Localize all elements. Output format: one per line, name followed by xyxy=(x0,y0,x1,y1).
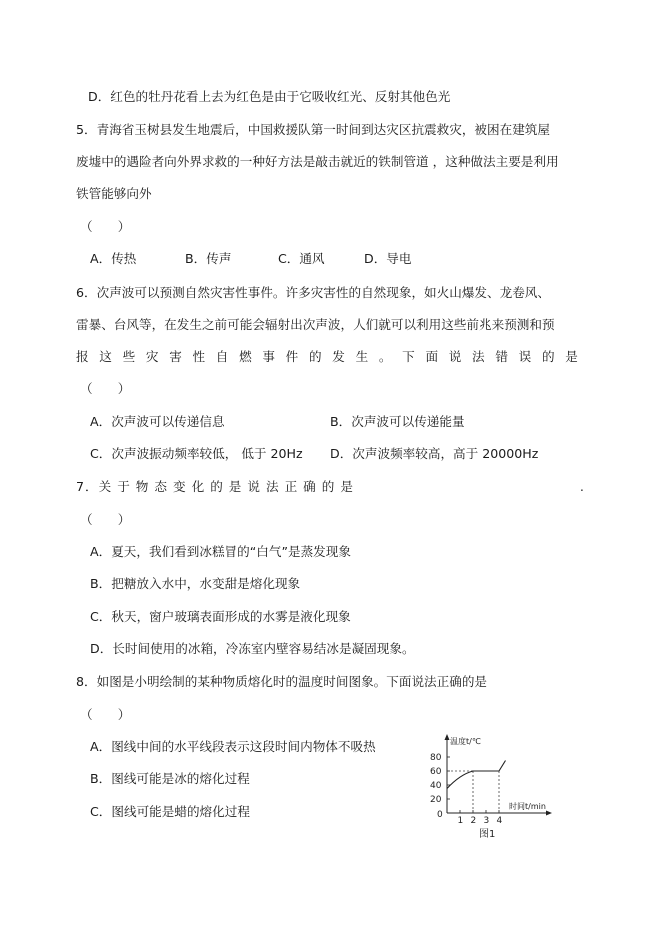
q5-stem-line-2: 废墟中的遇险者向外界求救的一种好方法是敲击就近的铁制管道 ，这种做法主要是利用 xyxy=(76,154,559,169)
q6-char: 法 xyxy=(472,349,485,364)
q7-option-c: C．秋天，窗户玻璃表面形成的水雾是液化现象 xyxy=(90,609,351,624)
q6-char: 燃 xyxy=(239,349,252,364)
q6-char: 生 xyxy=(355,349,369,364)
q6-char: 报 xyxy=(76,349,89,364)
q6-option-b: B．次声波可以传递能量 xyxy=(330,414,465,429)
q6-char: 些 xyxy=(122,349,136,364)
q6-char: 下 xyxy=(402,349,415,364)
temperature-curve xyxy=(447,761,506,789)
q6-stem-line-2: 雷暴、台风等，在发生之前可能会辐射出次声波，人们就可以利用这些前兆来预测和预 xyxy=(76,317,555,332)
y-tick-label: 80 xyxy=(430,753,442,763)
x-tick-label: 1 xyxy=(457,816,464,826)
q6-char: 面 xyxy=(425,349,439,364)
y-axis-arrow xyxy=(445,734,450,740)
q6-stem-line-3 xyxy=(76,348,578,366)
q7-answer-paren: （ ） xyxy=(80,512,131,527)
x-axis-arrow xyxy=(546,811,552,816)
q5-option-b: B．传声 xyxy=(185,251,232,266)
q6-char: 是 xyxy=(565,349,578,364)
y-axis-label: 温度t/℃ xyxy=(450,737,481,746)
q6-char: 件 xyxy=(285,349,299,364)
q6-option-a: A．次声波可以传递信息 xyxy=(90,414,225,429)
melting-graph xyxy=(425,733,555,843)
q4-option-d: D．红色的牡丹花看上去为红色是由于它吸收红光、反射其他色光 xyxy=(88,89,451,104)
q5-stem-line-1: 5．青海省玉树县发生地震后，中国救援队第一时间到达灾区抗震救灾，被困在建筑屋 xyxy=(76,122,550,137)
figure-caption: 图1 xyxy=(479,829,496,840)
q7-option-d: D．长时间使用的冰箱，冷冻室内壁容易结冰是凝固现象。 xyxy=(90,641,415,656)
q8-answer-paren: （ ） xyxy=(80,707,131,722)
q6-answer-paren: （ ） xyxy=(80,381,131,396)
q6-char: 事 xyxy=(262,349,275,364)
q7-option-b: B．把糖放入水中，水变甜是熔化现象 xyxy=(90,576,301,591)
q7-stem: 7．关 于 物 态 变 化 的 是 说 法 正 确 的 是 xyxy=(76,479,354,494)
q5-stem-line-3: 铁管能够向外 xyxy=(76,186,152,201)
q6-char: 的 xyxy=(541,349,555,364)
q6-char: 说 xyxy=(448,349,462,364)
q6-char: 的 xyxy=(308,349,322,364)
y-tick-label: 40 xyxy=(430,781,442,791)
origin-label: 0 xyxy=(437,810,443,820)
q8-option-b: B．图线可能是冰的熔化过程 xyxy=(90,771,250,786)
q6-option-c: C．次声波振动频率较低， 低于 20Hz xyxy=(90,446,303,461)
q5-option-c: C．通风 xyxy=(278,251,325,266)
q6-char: 这 xyxy=(99,349,112,364)
q6-char: 发 xyxy=(332,349,345,364)
q5-answer-paren: （ ） xyxy=(80,219,131,234)
x-axis-label: 时间t/min xyxy=(509,802,546,811)
q6-char: 误 xyxy=(518,349,532,364)
q7-option-a: A．夏天，我们看到冰糕冒的“白气”是蒸发现象 xyxy=(90,544,351,559)
q5-option-a: A．传热 xyxy=(90,251,137,266)
q6-stem-line-1: 6．次声波可以预测自然灾害性事件。许多灾害性的自然现象，如火山爆发、龙卷风、 xyxy=(76,285,550,300)
q5-option-d: D．导电 xyxy=(364,251,412,266)
q8-stem: 8．如图是小明绘制的某种物质熔化时的温度时间图象。下面说法正确的是 xyxy=(76,674,488,689)
y-tick-label: 60 xyxy=(430,767,442,777)
q6-char: 错 xyxy=(495,349,508,364)
q8-option-c: C．图线可能是蜡的熔化过程 xyxy=(90,804,250,819)
q6-char: 害 xyxy=(169,349,182,364)
x-tick-label: 3 xyxy=(483,816,490,826)
x-tick-label: 4 xyxy=(496,816,503,826)
x-tick-label: 2 xyxy=(470,816,477,826)
q6-char: 。 xyxy=(378,349,392,364)
q6-char: 自 xyxy=(215,349,229,364)
y-tick-label: 20 xyxy=(430,795,442,805)
q7-stem-dot: . xyxy=(580,480,584,494)
q6-option-d: D．次声波频率较高，高于 20000Hz xyxy=(330,446,539,461)
q6-char: 性 xyxy=(192,349,206,364)
q6-char: 灾 xyxy=(145,349,159,364)
q8-option-a: A．图线中间的水平线段表示这段时间内物体不吸热 xyxy=(90,739,376,754)
